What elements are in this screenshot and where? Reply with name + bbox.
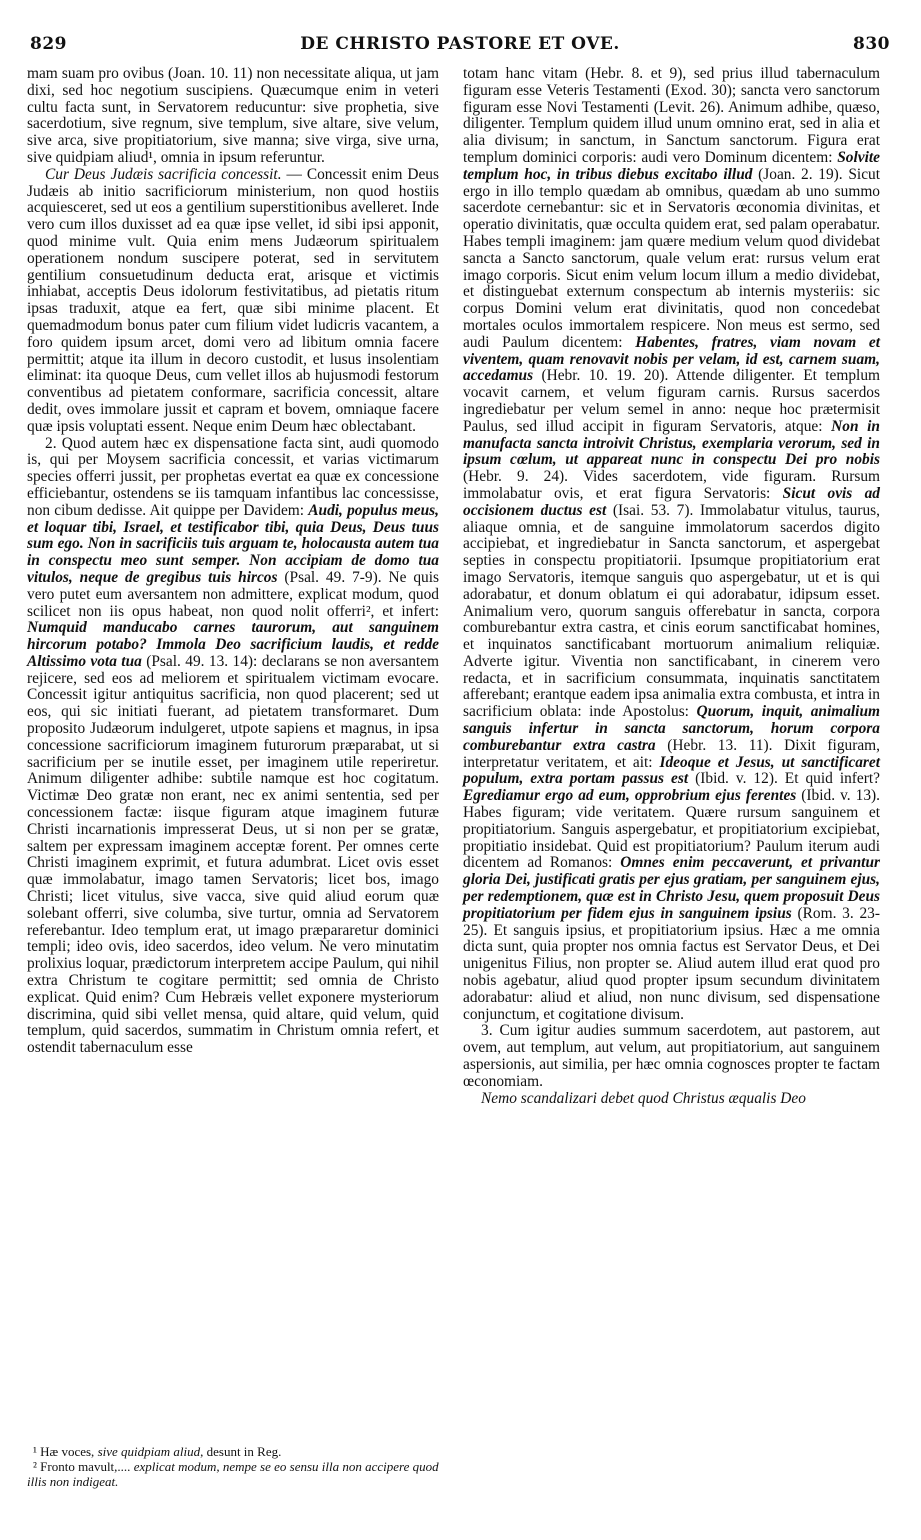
scripture-quote: Quorum, inquit, animalium sanguis infertur in sancta sanctorum, horum corpora comburebantur extra castra — [463, 703, 880, 754]
footnote — [27, 1459, 439, 1489]
left-column — [27, 66, 439, 1057]
scripture-quote: Audi, populus meus, et loquar tibi, Israel, et testificabor tibi, quia Deus, Deus tuus sum ego. Non in sacrificiis tuis arguam te, holocausta autem tua in conspectu meo sunt semper. Non accipiam de domo tua vitulos, neque de gregibus tuis hircos — [27, 501, 439, 586]
footnote-text: , desunt in Reg. — [200, 1444, 282, 1459]
paragraph-text: (Ibid. v. 12). Et quid infert? — [688, 770, 880, 788]
footnote-text: explicat modum, nempe se eo sensu illa non accipere quod illis non indigeat. — [27, 1459, 439, 1489]
paragraph: mam suam pro ovibus (Joan. 10. 11) non necessitate aliqua, ut jam dixi, sed hoc negotium suscipiens. Quæcumque enim in veteri cultu facta sunt, in Servatorem reducuntur: sive prophetia, sive sacerdotium, sive regnum, sive templum, sive altare, sive velum, sive arca, sive propitiatorium, sive manna; sive virga, sive urna, sive quidpiam aliud¹, omnia in ipsum referuntur. — [27, 65, 439, 166]
footnote-text: ² Fronto mavult,.... — [33, 1459, 134, 1474]
section-heading: Cur Deus Judæis sacrificia concessit. — [45, 165, 282, 183]
paragraph-text: (Hebr. 9. 24). Vides sacerdotem, vide figuram. Rursum immolabatur ovis, et erat figura Servatoris: — [463, 468, 880, 502]
footnote-text: sive quidpiam aliud — [97, 1444, 201, 1459]
paragraph-text: — Concessit enim Deus Judæis ab initio sacrificiorum ministerium, non quod hostiis acquiesceret, sed ut eos a gentilium superstitionibus avelleret. Inde vero cum illos duxisset ad ea quæ ipse vellet, id sibi ipsi apponit, quod minime vult. Quia enim mens Judæorum spiritualem operationem nondum suscipere poterat, sed in servitutem gentilium consuetudinum deducta erat, arisque et victimis inhiabat, acceptis Deus idolorum festivitatibus, ad pietatis ritum ipsas traduxit, atque ea fert, quæ sibi minime placent. Et quemadmodum bonus pater cum filium videt ludicris vacantem, a foro quidem ipsum arcet, domi vero ad libitum omnia facere permittit; atque ita illum in decoro custodit, et lusus insolentiam eliminat: ita quoque Deus, cum vellet illos ab hujusmodi festorum conventibus ad pietatem conformare, sacrificia concessit, altare dedit, oves immolare jussit et capram et bovem, omniaque facere quæ ipsis voluptati essent. Neque enim Deum hæc oblectabant. — [27, 165, 439, 435]
paragraph-text: (Hebr. 10. 19. 20). Attende diligenter. Et templum vocavit carnem, et velum figuram carnis. Rursus sacerdos ingrediebatur per velum semel in anno: neque hoc prætermisit Paulus, sed illud accipit in figuram Servatoris, atque: — [463, 367, 880, 435]
scripture-quote: Ideoque et Jesus, ut sanctificaret populum, extra portam passus est — [463, 753, 880, 788]
footnote-text: ¹ Hæ voces, — [33, 1444, 98, 1459]
paragraph-text: (Joan. 2. 19). Sicut ergo in illo templo quædam ab omnibus, quædam ab uno summo sacerdote cernebantur: sic et in Servatoris œconomia divinitas, et operatio divinitatis, quæ occulta quidem erat, sed palam operabatur. Habes templi imaginem: jam quære medium velum quod dividebat sancta a Sancto sanctorum, quale velum erat: rursus velum erat imago corporis. Sicut enim velum locum illum a medio dividebat, et distinguebat externum conspectum ab internis mysteriis: sic corpus Domini velum erat divinitatis, quod non concedebat mortales oculos immortalem respicere. Non meus est sermo, sed audi Paulum dicentem: — [463, 165, 880, 351]
paragraph: 3. Cum igitur audies summum sacerdotem, aut pastorem, aut ovem, aut templum, aut velum, aut propitiatorium, aut sanguinem aspersionis, aut similia, per hæc omnia cognosces propter te factam œconomiam. — [463, 1022, 880, 1090]
scripture-quote: Habentes, fratres, viam novam et viventem, quam renovavit nobis per velam, id est, carnem suam, accedamus — [463, 333, 880, 385]
page-number-right: 830 — [853, 34, 890, 54]
section-heading: Nemo scandalizari debet quod Christus æqualis Deo — [481, 1089, 806, 1107]
scripture-quote: Numquid manducabo carnes taurorum, aut sanguinem hircorum potabo? Immola Deo sacrificium laudis, et redde Altissimo vota tua — [27, 619, 439, 670]
running-header — [30, 34, 890, 62]
paragraph — [27, 436, 439, 1057]
footnote — [27, 1444, 439, 1459]
paragraph-text: (Isai. 53. 7). Immolabatur vitulus, taurus, aliaque omnia, et de sanguine immolatorum sacerdos digito accipiebat, et ingrediebatur in Sancta sanctorum, et aspergebat septies in conspectu propitiatorii. Ipsumque propitiatorium erat imago Servatoris, itemque sanguis quo aspergebatur, ut et is qui adorabatur, et donum oblatum ei qui adorabatur, idipsum esset. Animalium vero, quorum sanguis offerebatur in sancta, corpora comburebantur extra castra, et cinis eorum sanctificabat homines, et inquinatos sanctificabant mortuorum animalium reliquiæ. Adverte igitur. Viventia non sanctificabant, in cinerem vero redacta, et in sacrificium consummata, inquinatis sanctitatem afferebant; erantque eadem ipsa animalia extra combusta, et intra in sacrificium oblata: inde Apostolus: — [463, 501, 880, 721]
page-number-left: 829 — [30, 34, 67, 54]
paragraph-text: (Rom. 3. 23-25). Et sanguis ipsius, et propitiatorium ipsius. Hæc a me omnia dicta sunt, quia propter nos omnia factus est Servator Deus, et Dei unigenitus Filius, non propter se. Aliud autem illud erat quod pro nobis agebatur, aliud quod propter ipsum secundum divinitatem adorabatur: aliud et aliud, non nunc divisum, sed dispensatione conjunctum, et cogitatione divisum. — [463, 904, 880, 1023]
paragraph-text: (Psal. 49. 13. 14): declarans se non aversantem rejicere, sed eos ad meliorem et spiritualem victimam evocare. Concessit igitur antiquitus sacrificia, non quod placerent; sed ut eos, qui sic initiati fuerant, ad pietatem transformaret. Dum proposito Judæorum indulgeret, utpote sapiens et magnus, in ipsa concessione sacrificiorum imaginem futurorum præparabat, ut si sacrificium per se inutile esset, per imaginem utile reperiretur. Animum diligenter adhibe: subtile namque est hoc cogitatum. Victimæ Deo gratæ non erant, nec ex animi sententia, sed per concessionem factæ: iisque figuram atque imaginem futuræ Christi incarnationis impresserat Deus, ut si non per se gratæ, saltem per expressam imaginem acceptæ forent. Per omnes certe Christi imaginem exprimit, et futura adumbrat. Licet ovis esset quæ immolabatur, imago tamen Servatoris; licet bos, imago Christi; licet vitulus, sive vacca, sive quid aliud eorum quæ solebant offerri, sive columba, sive turtur, omnia ad Servatorem referebantur. Ideo templum erat, ut imago præpararetur dominici templi; ideo ovis, ideo sacerdos, ideo velum. Ne vero minutatim prolixius loquar, prædictorum interpretem accipe Paulum, qui nihil extra Christum te cogitare permittit; sed omnia de Christo explicat. Quid enim? Cum Hebræis vellet exponere mysteriorum discrimina, quid sibi vellet mensa, quid altare, quid velum, quid templum, quid sacerdos, summatim in Christum omnia refert, et ostendit tabernaculum esse — [27, 652, 439, 1057]
paragraph-text: (Hebr. 13. 11). Dixit figuram, interpretatur veritatem, et ait: — [463, 736, 880, 771]
footnotes — [27, 1444, 439, 1489]
running-title: DE CHRISTO PASTORE ET OVE. — [300, 34, 620, 54]
paragraph — [27, 167, 439, 436]
scripture-quote: Solvite templum hoc, in tribus diebus excitabo illud — [463, 148, 880, 183]
scripture-quote: Non in manufacta sancta introivit Christus, exemplaria verorum, sed in ipsum cœlum, ut appareat nunc in conspectu Dei pro nobis — [463, 417, 880, 469]
paragraph-text: totam hanc vitam (Hebr. 8. et 9), sed prius illud tabernaculum figuram esse Veteris Testamenti (Exod. 30); sancta vero sanctorum figuram esse Novi Testamenti (Levit. 26). Animum adhibe, quæso, diligenter. Templum quidem illud unum omnino erat, sed in alia et alia divisum; in sanctum, in Sanctum sanctorum. Figura erat templum dominici corporis: audi vero Dominum dicentem: — [463, 65, 880, 166]
paragraph — [463, 66, 880, 1023]
paragraph-text: (Psal. 49. 7-9). Ne quis vero putet eum aversantem non admittere, explicat modum, quod scilicet non iis opus habeat, non quod nolit offerri², et infert: — [27, 568, 439, 620]
paragraph-text: (Ibid. v. 13). Habes figuram; vide veritatem. Quære rursum sanguinem et propitiatorium. Sanguis aspergebatur, et propitiatorium excipiebat, propitiatio insidebat. Quid est propitiatorium? Paulum iterum audi dicentem ad Romanos: — [463, 787, 881, 872]
right-column — [463, 66, 880, 1107]
scripture-quote: Egrediamur ergo ad eum, opprobrium ejus ferentes — [463, 787, 797, 805]
scripture-quote: Omnes enim peccaverunt, et privantur gloria Dei, justificati gratis per ejus gratiam, per sanguinem ejus, per redemptionem, quæ est in Christo Jesu, quem proposuit Deus propitiatorium per fidem ejus in sanguinem ipsius — [463, 854, 880, 922]
scripture-quote: Sicut ovis ad occisionem ductus est — [463, 484, 880, 519]
paragraph-text: 2. Quod autem hæc ex dispensatione facta sint, audi quomodo is, qui per Moysem sacrificia concessit, et varias victimarum species offerri jussit, per prophetas evertat ea quæ ex concessione efficiebantur, ostendens se iis tamquam infantibus lac concessisse, non cibum dedisse. Ait quippe per Davidem: — [27, 434, 439, 519]
